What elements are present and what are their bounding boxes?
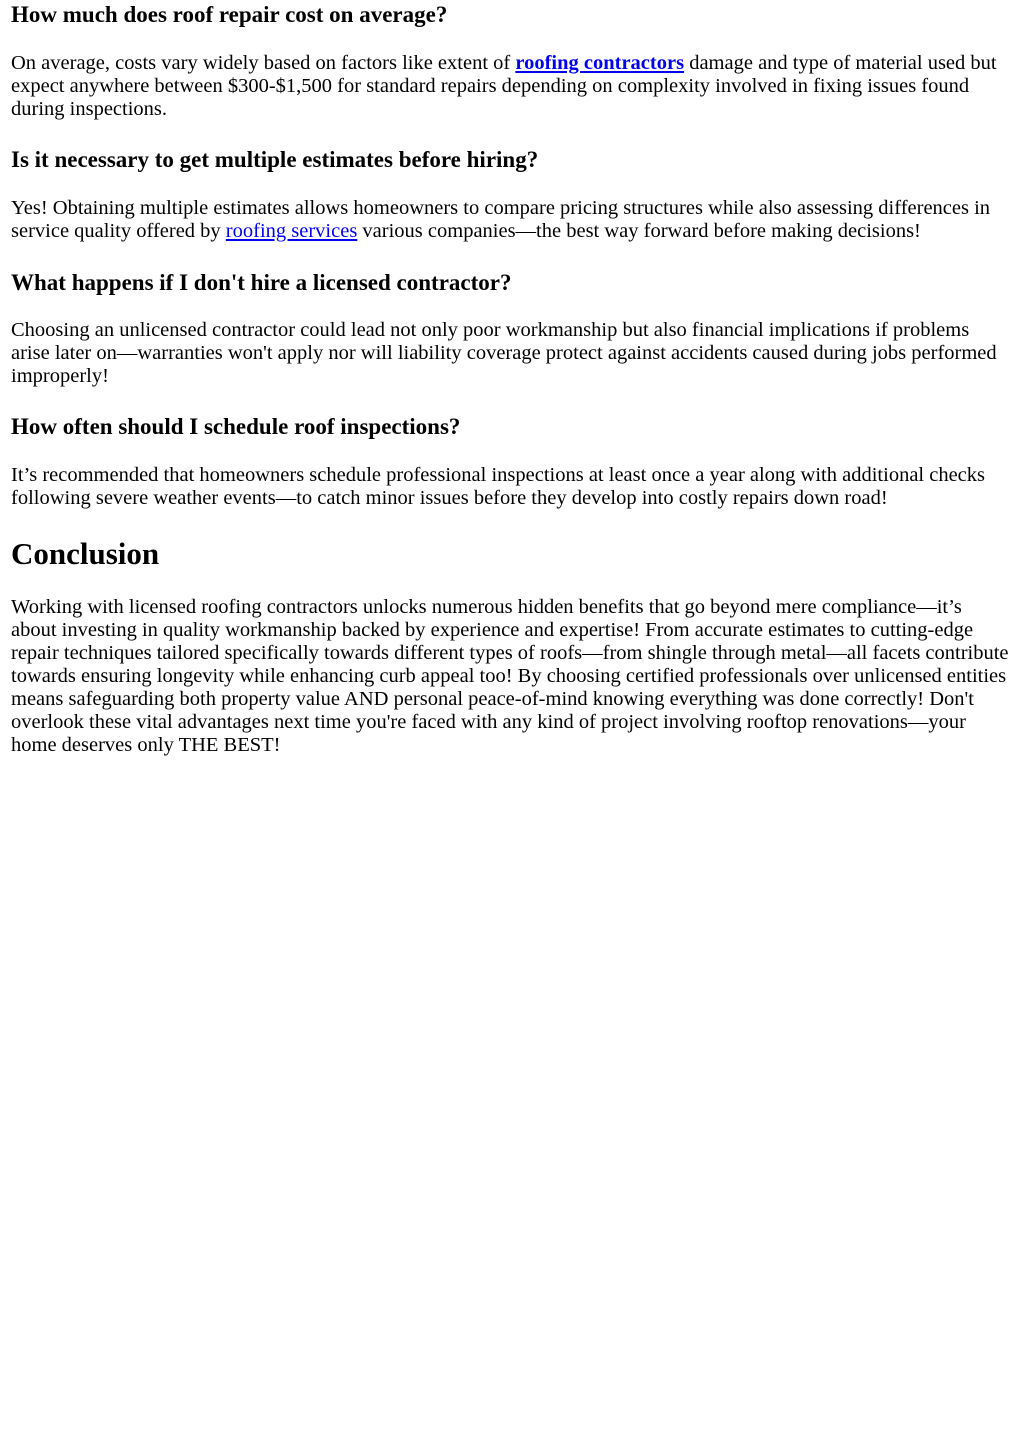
- faq-question-inspections: How often should I schedule roof inspections?: [11, 414, 461, 439]
- answer-text: damage and type of material used but expect anywhere between $300-$1,500 for standard repairs depending on complexity involved in fixing issues found during inspections.: [11, 52, 997, 120]
- answer-text: Yes! Obtaining multiple estimates allows homeowners to compare pricing structures while also assessing differences in service quality offered by: [11, 197, 991, 242]
- faq-answer-estimates: [11, 197, 1012, 243]
- faq-question-unlicensed: What happens if I don't hire a licensed contractor?: [11, 270, 512, 295]
- conclusion-paragraph: Working with licensed roofing contractors unlocks numerous hidden benefits that go beyond mere compliance—it’s about investing in quality workmanship backed by experience and expertise! From accurate estimates to cutting-edge repair techniques tailored specifically towards different types of roofs—from shingle through metal—all facets contribute towards ensuring longevity while enhancing curb appeal too! By choosing certified professionals over unlicensed entities means safeguarding both property value AND personal peace-of-mind knowing everything was done correctly! Don't overlook these vital advantages next time you're faced with any kind of project involving rooftop renovations—your home deserves only THE BEST!: [11, 596, 1009, 756]
- conclusion-heading: Conclusion: [11, 536, 160, 571]
- faq-answer-cost: [11, 52, 1012, 121]
- faq-question-cost: How much does roof repair cost on average?: [11, 2, 448, 27]
- faq-answer-inspections: It’s recommended that homeowners schedule professional inspections at least once a year along with additional checks following severe weather events—to catch minor issues before they develop into costly repairs down road!: [11, 464, 986, 509]
- faq-question-estimates: Is it necessary to get multiple estimates before hiring?: [11, 147, 539, 172]
- roofing-services-link[interactable]: roofing services: [225, 220, 358, 242]
- answer-text: various companies—the best way forward before making decisions!: [357, 220, 921, 242]
- answer-text: On average, costs vary widely based on factors like extent of: [11, 52, 516, 74]
- faq-answer-unlicensed: Choosing an unlicensed contractor could lead not only poor workmanship but also financial implications if problems arise later on—warranties won't apply nor will liability coverage protect against accidents caused during jobs performed improperly!: [11, 319, 997, 387]
- roofing-contractors-link[interactable]: roofing contractors: [515, 52, 685, 74]
